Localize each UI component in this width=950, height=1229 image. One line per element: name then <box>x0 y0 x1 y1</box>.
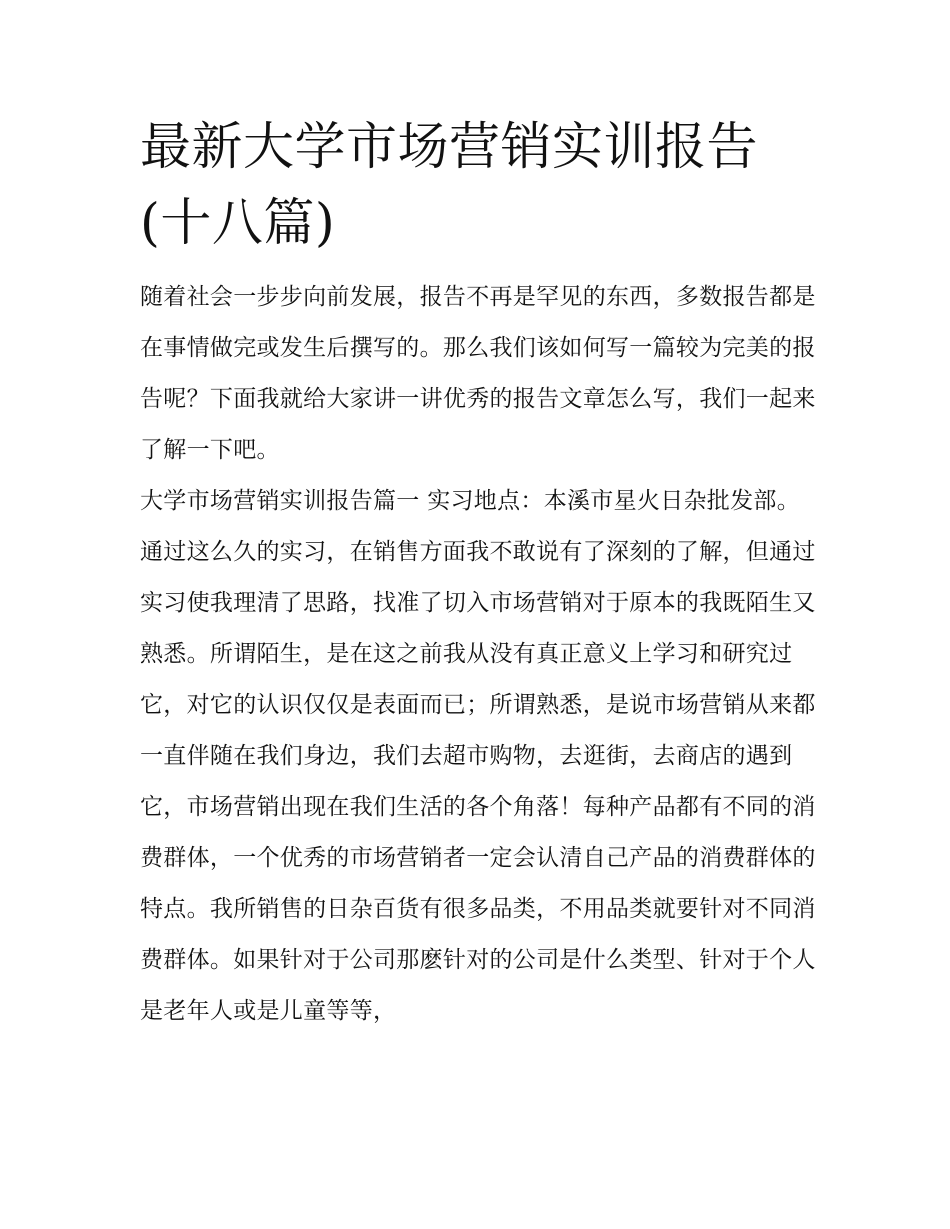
document-title: 最新大学市场营销实训报告(十八篇) <box>140 118 759 253</box>
document-page <box>140 110 816 1037</box>
body-paragraph: 通过这么久的实习，在销售方面我不敢说有了深刻的了解，但通过实习使我理清了思路，找准了切入市场营销对于原本的我既陌生又熟悉。所谓陌生，是在这之前我从没有真正意义上学习和研究过它，对它的认识仅仅是表面而已；所谓熟悉，是说市场营销从来都一直伴随在我们身边，我们去超市购物，去逛街，去商店的遇到它，市场营销出现在我们生活的各个角落！每种产品都有不同的消费群体，一个优秀的市场营销者一定会认清自己产品的消费群体的特点。我所销售的日杂百货有很多品类，不用品类就要针对不同消费群体。如果针对于公司那麽针对的公司是什么类型、针对于个人是老年人或是儿童等等， <box>140 539 816 1024</box>
section-heading-paragraph: 大学市场营销实训报告篇一 实习地点：本溪市星火日杂批发部。 <box>140 488 801 514</box>
document-body <box>140 272 816 1037</box>
intro-paragraph: 随着社会一步步向前发展，报告不再是罕见的东西，多数报告都是在事情做完或发生后撰写的。那么我们该如何写一篇较为完美的报告呢？下面我就给大家讲一讲优秀的报告文章怎么写，我们一起来了解一下吧。 <box>140 284 816 463</box>
